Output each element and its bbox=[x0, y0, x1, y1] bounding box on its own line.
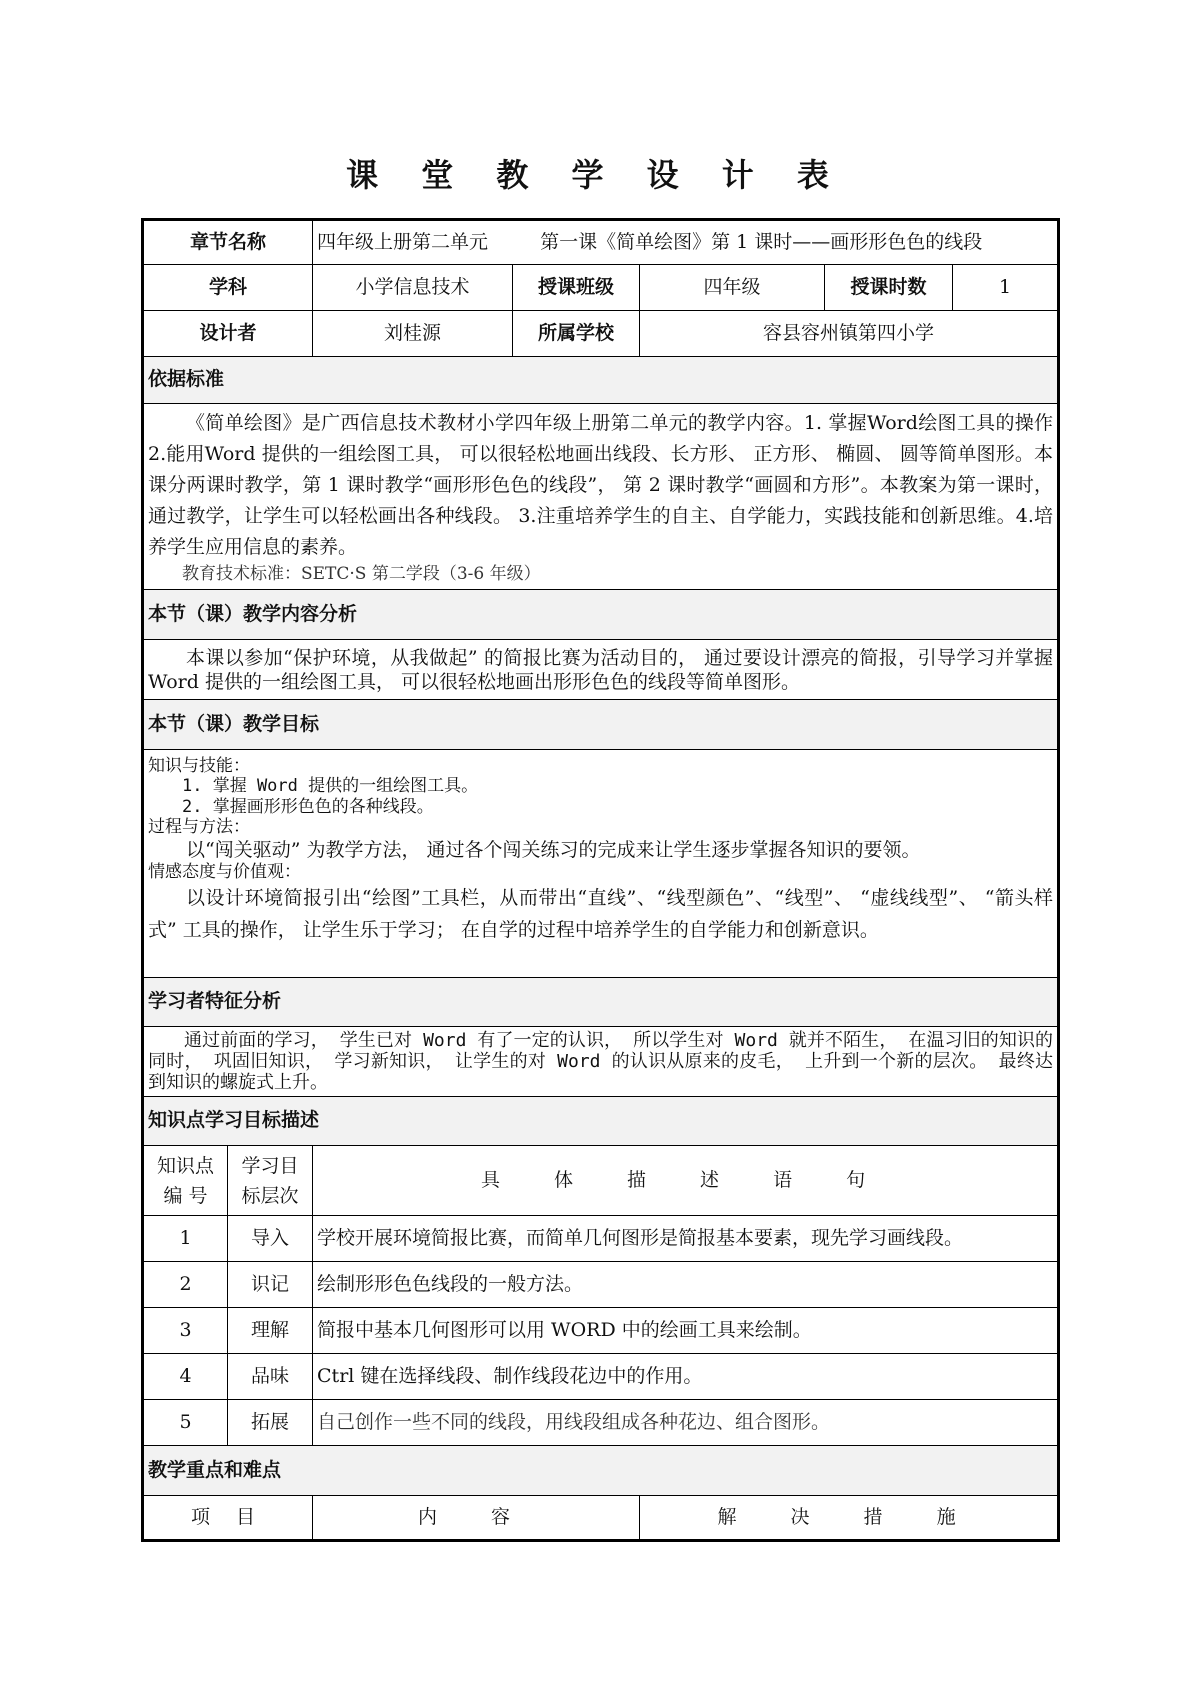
kp-level: 理解 bbox=[228, 1308, 313, 1354]
kp-row bbox=[143, 1262, 1059, 1308]
kp-desc: 简报中基本几何图形可以用 WORD 中的绘画工具来绘制。 bbox=[313, 1308, 1059, 1354]
knowledge-points-heading: 知识点学习目标描述 bbox=[143, 1097, 1059, 1146]
objectives-body-row bbox=[143, 750, 1059, 978]
emotion-text: 以设计环境简报引出“绘图”工具栏，从而带出“直线”、“线型颜色”、“线型”、 “虚线线型”、 “箭头样式” 工具的操作， 让学生乐于学习； 在自学的过程中培养学生的自学能力和创新意识。 bbox=[148, 886, 1054, 941]
process-label: 过程与方法： bbox=[148, 817, 250, 838]
subject-value: 小学信息技术 bbox=[313, 265, 513, 311]
class-value: 四年级 bbox=[640, 265, 825, 311]
kp-number: 4 bbox=[143, 1354, 228, 1400]
kp-desc: 自己创作一些不同的线段，用线段组成各种花边、组合图形。 bbox=[313, 1400, 1059, 1446]
key-col-content: 内 容 bbox=[313, 1496, 640, 1541]
designer-row bbox=[143, 311, 1059, 357]
kp-number: 1 bbox=[143, 1216, 228, 1262]
kp-number: 3 bbox=[143, 1308, 228, 1354]
class-label: 授课班级 bbox=[513, 265, 640, 311]
designer-value: 刘桂源 bbox=[313, 311, 513, 357]
kp-number: 2 bbox=[143, 1262, 228, 1308]
emotion-label: 情感态度与价值观： bbox=[148, 861, 301, 882]
knowledge-label: 知识与技能： bbox=[148, 756, 250, 776]
kp-number: 5 bbox=[143, 1400, 228, 1446]
basis-heading: 依据标准 bbox=[143, 357, 1059, 404]
chapter-label: 章节名称 bbox=[143, 220, 313, 265]
designer-label: 设计者 bbox=[143, 311, 313, 357]
knowledge-item-2: 2. 掌握画形形色色的各种线段。 bbox=[182, 796, 434, 817]
school-label: 所属学校 bbox=[513, 311, 640, 357]
basis-standard: 教育技术标准：SETC·S 第二学段（3-6 年级） bbox=[182, 564, 541, 584]
subject-label: 学科 bbox=[143, 265, 313, 311]
kp-row bbox=[143, 1400, 1059, 1446]
objectives-heading-row bbox=[143, 700, 1059, 750]
kp-row bbox=[143, 1354, 1059, 1400]
kp-row bbox=[143, 1308, 1059, 1354]
kp-row bbox=[143, 1216, 1059, 1262]
content-analysis-text: 本课以参加“保护环境，从我做起” 的简报比赛为活动目的， 通过要设计漂亮的简报，引导学习并掌握 Word 提供的一组绘图工具， 可以很轻松地画出形形色色的线段等简单图形。 bbox=[148, 646, 1054, 693]
kp-col-level-line2: 标层次 bbox=[241, 1184, 299, 1207]
knowledge-points-heading-row bbox=[143, 1097, 1059, 1146]
key-col-item: 项 目 bbox=[143, 1496, 313, 1541]
process-text: 以“闯关驱动” 为教学方法， 通过各个闯关练习的完成来让学生逐步掌握各知识的要领。 bbox=[186, 838, 921, 861]
kp-col-level-header bbox=[228, 1146, 313, 1216]
kp-level: 品味 bbox=[228, 1354, 313, 1400]
kp-col-number-line1: 知识点 bbox=[156, 1154, 214, 1177]
learner-body-row bbox=[143, 1027, 1059, 1097]
hours-label: 授课时数 bbox=[825, 265, 953, 311]
learner-heading-row bbox=[143, 978, 1059, 1027]
content-body-row bbox=[143, 640, 1059, 700]
subject-row bbox=[143, 265, 1059, 311]
lesson-design-table bbox=[141, 218, 1060, 1542]
kp-col-number-header bbox=[143, 1146, 228, 1216]
kp-col-number-line2: 编 号 bbox=[163, 1184, 208, 1207]
chapter-lesson: 第一课《简单绘图》第 1 课时——画形形色色的线段 bbox=[540, 230, 983, 253]
page-title: 课 堂 教 学 设 计 表 bbox=[346, 156, 845, 194]
hours-value: 1 bbox=[953, 265, 1059, 311]
learner-heading: 学习者特征分析 bbox=[143, 978, 1059, 1027]
content-heading-row bbox=[143, 590, 1059, 640]
key-points-header-row bbox=[143, 1496, 1059, 1541]
learner-text: 通过前面的学习， 学生已对 Word 有了一定的认识， 所以学生对 Word 就并不陌生， 在温习旧的知识的同时， 巩固旧知识， 学习新知识， 让学生的对 Word 的认识从原来的皮毛， 上升到一个新的层次。 最终达到知识的螺旋式上升。 bbox=[148, 1030, 1054, 1093]
kp-desc: 学校开展环境简报比赛，而简单几何图形是简报基本要素，现先学习画线段。 bbox=[313, 1216, 1059, 1262]
kp-desc: 绘制形形色色线段的一般方法。 bbox=[313, 1262, 1059, 1308]
key-col-solution: 解 决 措 施 bbox=[640, 1496, 1059, 1541]
key-points-heading: 教学重点和难点 bbox=[143, 1446, 1059, 1496]
kp-level: 导入 bbox=[228, 1216, 313, 1262]
kp-col-desc-header: 具 体 描 述 语 句 bbox=[313, 1146, 1059, 1216]
kp-level: 识记 bbox=[228, 1262, 313, 1308]
basis-text: 《简单绘图》是广西信息技术教材小学四年级上册第二单元的教学内容。1. 掌握Word绘图工具的操作 2.能用Word 提供的一组绘图工具， 可以很轻松地画出线段、长方形、 正方形、 椭圆、 圆等简单图形。本课分两课时教学，第 1 课时教学“画形形色色的线段”， 第 2 课时教学“画圆和方形”。本教案为第一课时，通过教学，让学生可以轻松画出各种线段。 3.注重培养学生的自主、自学能力，实践技能和创新思维。4.培养学生应用信息的素养。 bbox=[148, 412, 1054, 558]
chapter-value bbox=[313, 220, 1059, 265]
school-value: 容县容州镇第四小学 bbox=[640, 311, 1059, 357]
basis-body-row bbox=[143, 404, 1059, 590]
knowledge-points-header-row bbox=[143, 1146, 1059, 1216]
objectives-heading: 本节（课）教学目标 bbox=[143, 700, 1059, 750]
kp-col-level-line1: 学习目 bbox=[241, 1154, 299, 1177]
kp-level: 拓展 bbox=[228, 1400, 313, 1446]
basis-heading-row bbox=[143, 357, 1059, 404]
kp-desc: Ctrl 键在选择线段、制作线段花边中的作用。 bbox=[313, 1354, 1059, 1400]
content-analysis-heading: 本节（课）教学内容分析 bbox=[143, 590, 1059, 640]
chapter-unit: 四年级上册第二单元 bbox=[317, 230, 489, 253]
chapter-row bbox=[143, 220, 1059, 265]
key-points-heading-row bbox=[143, 1446, 1059, 1496]
knowledge-item-1: 1. 掌握 Word 提供的一组绘图工具。 bbox=[182, 776, 479, 797]
